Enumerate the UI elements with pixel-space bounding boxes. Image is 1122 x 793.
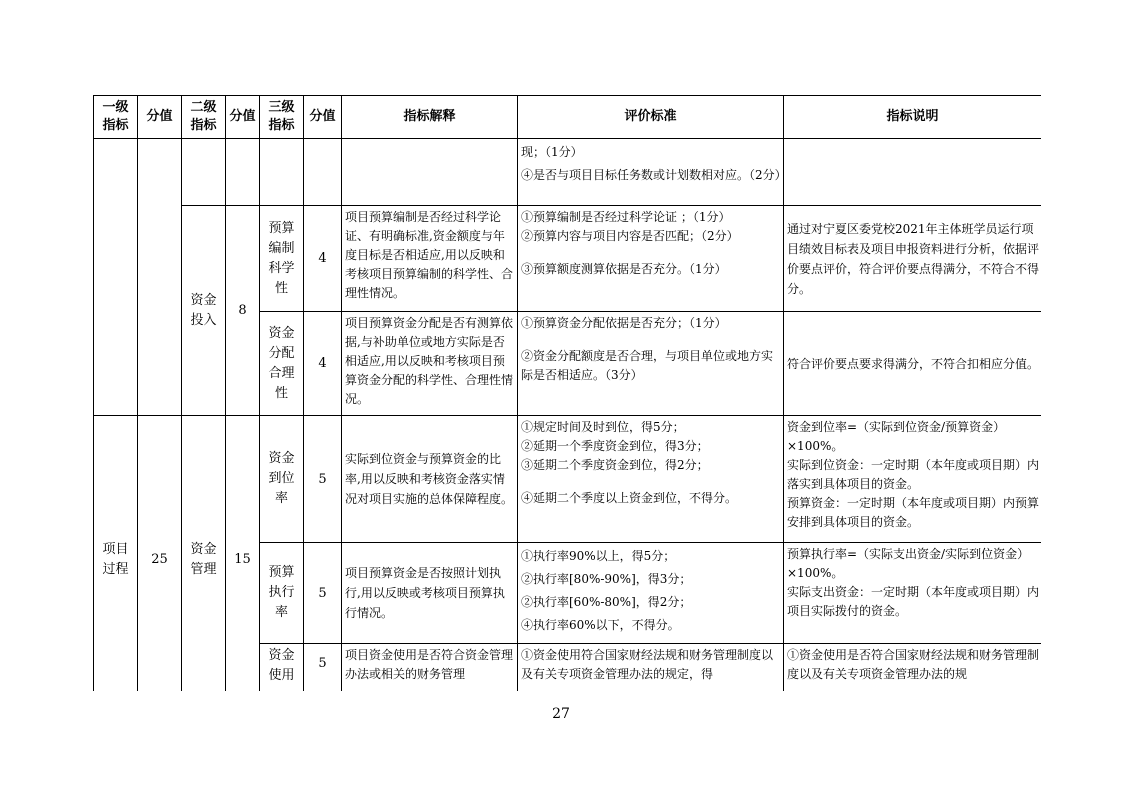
criteria-line: ②执行率[60%-80%]，得2分； (521, 595, 692, 609)
level3-cell: 资金 使用 (260, 644, 304, 692)
score3-cell: 5 (304, 416, 342, 543)
header-level2: 二级 指标 (182, 96, 226, 139)
header-level1: 一级 指标 (94, 96, 138, 139)
criteria-line: ④执行率60%以下，不得分。 (521, 618, 680, 632)
level3-cell: 预算 编制 科学 性 (260, 206, 304, 312)
criteria-line: ①预算资金分配依据是否充分；（1分） (521, 316, 727, 330)
note-line: 预算执行率=（实际支出资金/实际到位资金）×100%。 (787, 547, 1030, 580)
score2-cell-investment: 8 (226, 206, 260, 416)
header-score1: 分值 (138, 96, 182, 139)
note-cell: 通过对宁夏区委党校2021年主体班学员运行项目绩效目标表及项目申报资料进行分析，依据评价要点评价，符合评价要点得满分，不符合不得分。 (784, 206, 1042, 312)
criteria-cell: ①资金使用符合国家财经法规和财务管理制度以及有关专项资金管理办法的规定，得 (518, 644, 784, 692)
header-score3: 分值 (304, 96, 342, 139)
note-cell: ①资金使用是否符合国家财经法规和财务管理制度以及有关专项资金管理办法的规 (784, 644, 1042, 692)
score2-cell-funds: 15 (226, 416, 260, 692)
criteria-line: 现；（1分） (521, 145, 583, 159)
criteria-cell (518, 139, 787, 206)
note-line: 实际到位资金：一定时期（本年度或项目期）内落实到具体项目的资金。 (787, 458, 1040, 491)
evaluation-table-sheet (93, 95, 1041, 691)
table-row (94, 206, 1042, 312)
note-cell-blank (784, 139, 1042, 206)
header-score2: 分值 (226, 96, 260, 139)
header-note: 指标说明 (784, 96, 1042, 139)
criteria-line: ①规定时间及时到位，得5分； (521, 420, 685, 434)
criteria-line: ④延期二个季度以上资金到位，不得分。 (521, 491, 738, 505)
evaluation-table (93, 95, 1041, 691)
score3-cell: 5 (304, 543, 342, 644)
score2-cell-blank (226, 139, 260, 206)
note-cell (784, 416, 1042, 543)
note-cell: 符合评价要点要求得满分，不符合扣相应分值。 (784, 312, 1042, 416)
table-row (94, 416, 1042, 543)
criteria-line: ②预算内容与项目内容是否匹配；（2分） (521, 229, 739, 243)
criteria-cell (518, 206, 784, 312)
header-criteria: 评价标准 (518, 96, 784, 139)
score3-cell: 4 (304, 206, 342, 312)
level3-cell: 资金 分配 合理 性 (260, 312, 304, 416)
spacer (521, 246, 781, 260)
header-level3: 三级 指标 (260, 96, 304, 139)
explain-cell: 实际到位资金与预算资金的比率,用以反映和考核资金落实情况对项目实施的总体保障程度。 (342, 416, 518, 543)
spacer (521, 333, 781, 347)
criteria-line: ①预算编制是否经过科学论证 ；（1分） (521, 210, 731, 224)
explain-cell: 项目预算资金分配是否有测算依据,与补助单位或地方实际是否相适应,用以反映和考核项目预算资金分配的科学性、合理性情况。 (342, 312, 518, 416)
score1-cell-decision (138, 139, 182, 416)
criteria-line: ②资金分配额度是否合理，与项目单位或地方实际是否相适应。（3分） (521, 349, 774, 382)
level3-cell: 资金 到位 率 (260, 416, 304, 543)
page-number: 27 (552, 706, 570, 722)
explain-cell: 项目资金使用是否符合资金管理办法或相关的财务管理 (342, 644, 518, 692)
level3-cell: 预算 执行 率 (260, 543, 304, 644)
level2-cell-blank (182, 139, 226, 206)
note-line: 实际支出资金：一定时期（本年度或项目期）内项目实际拨付的资金。 (787, 585, 1040, 618)
explain-cell-blank (342, 139, 518, 206)
criteria-line: ③预算额度测算依据是否充分。（1分） (521, 262, 727, 276)
level1-cell-decision (94, 139, 138, 416)
note-line: 预算资金：一定时期（本年度或项目期）内预算安排到具体项目的资金。 (787, 496, 1040, 529)
level1-cell-process: 项目 过程 (94, 416, 138, 692)
criteria-cell (518, 543, 784, 644)
explain-cell: 项目预算编制是否经过科学论证、有明确标准,资金额度与年度目标是否相适应,用以反映和考核项目预算编制的科学性、合理性情况。 (342, 206, 518, 312)
header-explain: 指标解释 (342, 96, 518, 139)
table-row (94, 139, 1042, 206)
note-line: 资金到位率=（实际到位资金/预算资金）×100%。 (787, 420, 1006, 453)
score3-cell: 4 (304, 312, 342, 416)
level3-cell-blank (260, 139, 304, 206)
score3-cell: 5 (304, 644, 342, 692)
score3-cell-blank (304, 139, 342, 206)
level2-cell-investment: 资金 投入 (182, 206, 226, 416)
spacer (521, 475, 781, 489)
criteria-line: ③延期二个季度资金到位，得2分； (521, 458, 709, 472)
criteria-line: ②执行率[80%-90%]，得3分； (521, 572, 692, 586)
criteria-line: ②延期一个季度资金到位，得3分； (521, 439, 709, 453)
criteria-line: ①执行率90%以上，得5分； (521, 549, 676, 563)
criteria-cell (518, 312, 784, 416)
criteria-line: ④是否与项目目标任务数或计划数相对应。（2分） (521, 168, 787, 182)
header-row (94, 96, 1042, 139)
note-cell (784, 543, 1042, 644)
score1-cell-process: 25 (138, 416, 182, 692)
explain-cell: 项目预算资金是否按照计划执行,用以反映或考核项目预算执行情况。 (342, 543, 518, 644)
criteria-cell (518, 416, 784, 543)
level2-cell-funds: 资金 管理 (182, 416, 226, 692)
